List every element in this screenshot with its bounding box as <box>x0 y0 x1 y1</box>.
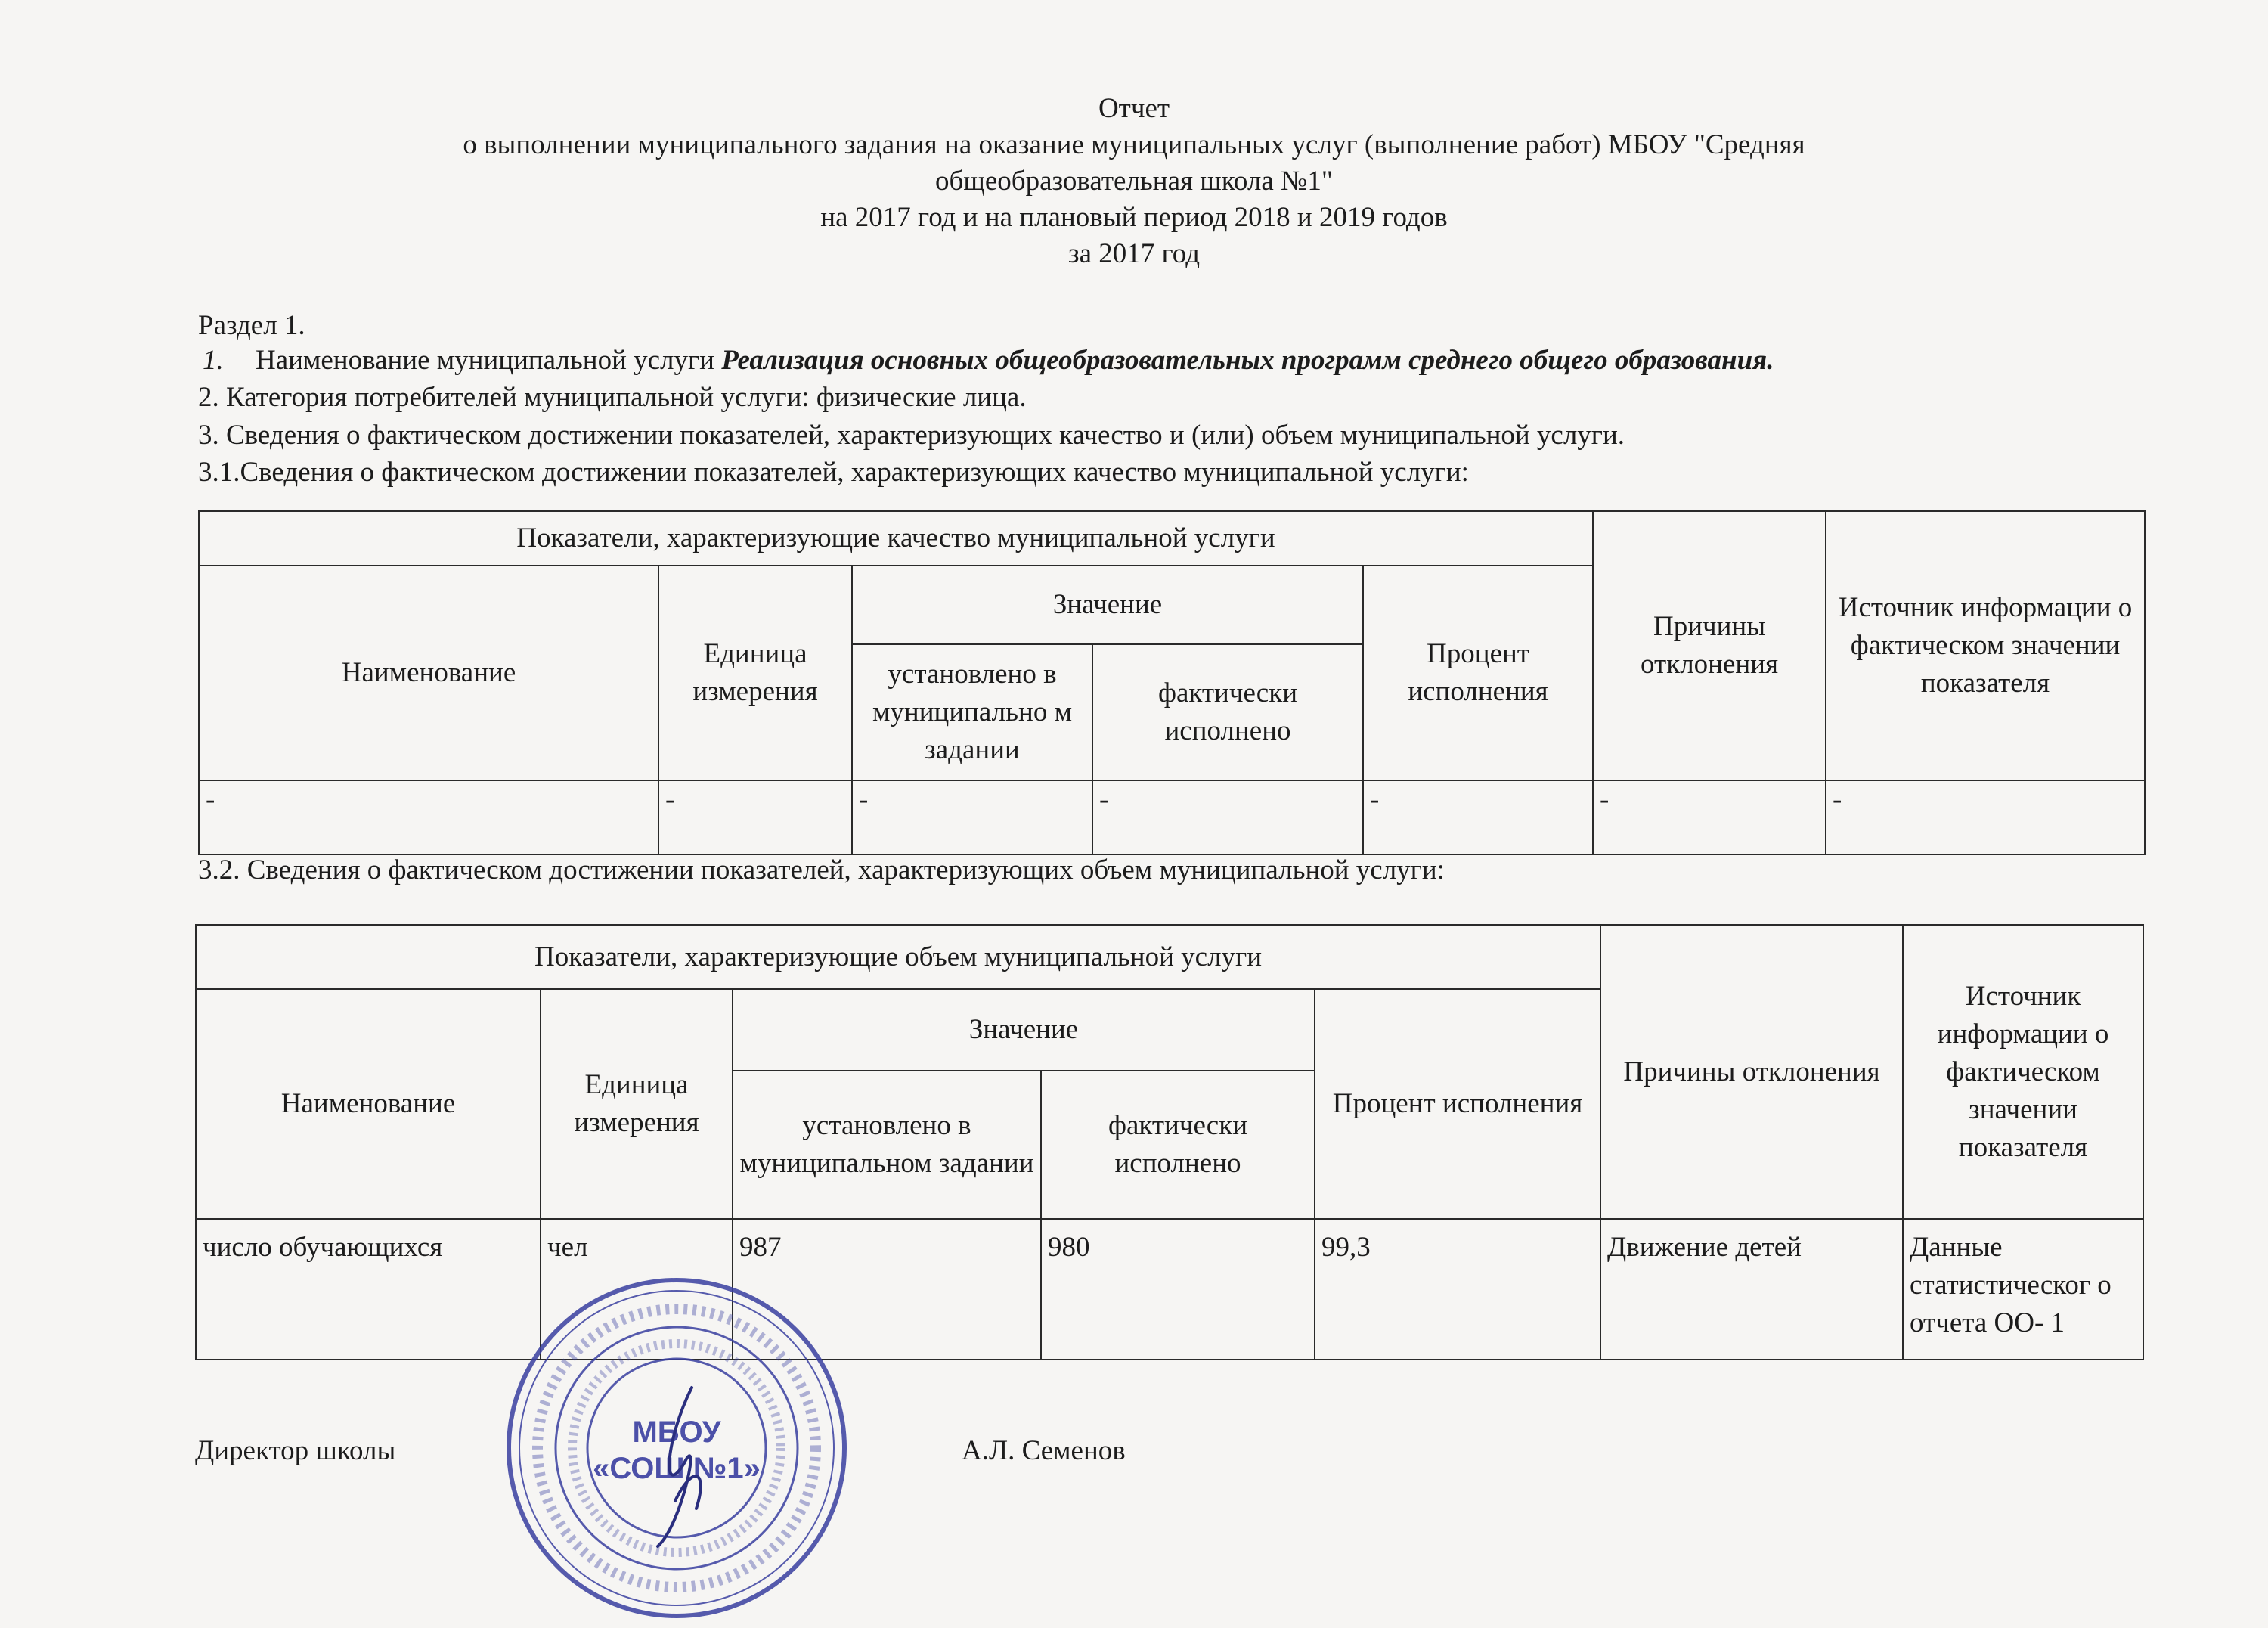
quality-col-value: Значение <box>852 566 1363 644</box>
title-line-4: на 2017 год и на плановый период 2018 и 2019 годов <box>820 202 1448 233</box>
volume-cell-reason: Движение детей <box>1600 1219 1903 1360</box>
stamp-center-line-1: МБОУ <box>632 1416 721 1449</box>
quality-table <box>198 510 2146 855</box>
item-1-number: 1. <box>203 345 224 376</box>
quality-group-header: Показатели, характеризующие качество муниципальной услуги <box>199 511 1593 566</box>
title-line-5: за 2017 год <box>1067 238 1201 269</box>
title-line-2: о выполнении муниципального задания на оказание муниципальных услуг (выполнение работ) МБОУ "Средняя <box>463 129 1805 160</box>
section-item-3-1: 3.1.Сведения о фактическом достижении показателей, характеризующих качество муниципальной услуги: <box>198 457 1469 488</box>
volume-col-name: Наименование <box>196 989 541 1219</box>
quality-cell: - <box>1593 780 1826 854</box>
quality-col-actual: фактически исполнено <box>1092 644 1363 780</box>
quality-cell: - <box>658 780 852 854</box>
volume-col-reason: Причины отклонения <box>1600 925 1903 1219</box>
volume-table <box>195 924 2144 1360</box>
section-item-2: 2. Категория потребителей муниципальной услуги: физические лица. <box>198 382 1027 413</box>
quality-cell: - <box>1826 780 2145 854</box>
quality-col-reason: Причины отклонения <box>1593 511 1826 780</box>
signature-role: Директор школы <box>195 1435 396 1466</box>
quality-col-percent: Процент исполнения <box>1363 566 1593 780</box>
quality-cell: - <box>1363 780 1593 854</box>
title-line-1: Отчет <box>1098 93 1170 124</box>
volume-col-value: Значение <box>733 989 1315 1071</box>
item-1-label: Наименование муниципальной услуги <box>256 345 722 376</box>
quality-col-planned: установлено в муниципально м задании <box>852 644 1092 780</box>
quality-cell: - <box>1092 780 1363 854</box>
volume-col-planned: установлено в муниципальном задании <box>733 1071 1041 1219</box>
quality-col-name: Наименование <box>199 566 658 780</box>
section-item-3: 3. Сведения о фактическом достижении показателей, характеризующих качество и (или) объем муниципальной услуги. <box>198 420 1625 451</box>
volume-col-unit: Единица измерения <box>541 989 733 1219</box>
quality-col-unit: Единица измерения <box>658 566 852 780</box>
volume-col-source: Источник информации о фактическом значении показателя <box>1903 925 2143 1219</box>
signature-name: А.Л. Семенов <box>962 1435 1126 1466</box>
item-1-value: Реализация основных общеобразовательных программ среднего общего образования. <box>721 345 1774 376</box>
section-item-1 <box>203 343 1774 378</box>
title-line-3: общеобразовательная школа №1" <box>935 166 1333 197</box>
volume-col-actual: фактически исполнено <box>1041 1071 1315 1219</box>
section-title: Раздел 1. <box>198 310 305 341</box>
volume-cell-name: число обучающихся <box>196 1219 541 1360</box>
quality-cell: - <box>199 780 658 854</box>
volume-group-header: Показатели, характеризующие объем муниципальной услуги <box>196 925 1600 989</box>
stamp-center-line-2: «СОШ №1» <box>593 1452 761 1485</box>
section-item-3-2: 3.2. Сведения о фактическом достижении показателей, характеризующих объем муниципальной услуги: <box>198 854 1445 885</box>
official-stamp <box>503 1274 850 1622</box>
volume-cell-actual: 980 <box>1041 1219 1315 1360</box>
volume-cell-source: Данные статистическог о отчета ОО- 1 <box>1903 1219 2143 1360</box>
volume-cell-planned: 987 <box>733 1219 1041 1360</box>
quality-cell: - <box>852 780 1092 854</box>
report-title <box>0 91 2268 272</box>
volume-cell-unit: чел <box>541 1219 733 1360</box>
volume-cell-percent: 99,3 <box>1315 1219 1600 1360</box>
volume-col-percent: Процент исполнения <box>1315 989 1600 1219</box>
quality-col-source: Источник информации о фактическом значении показателя <box>1826 511 2145 780</box>
